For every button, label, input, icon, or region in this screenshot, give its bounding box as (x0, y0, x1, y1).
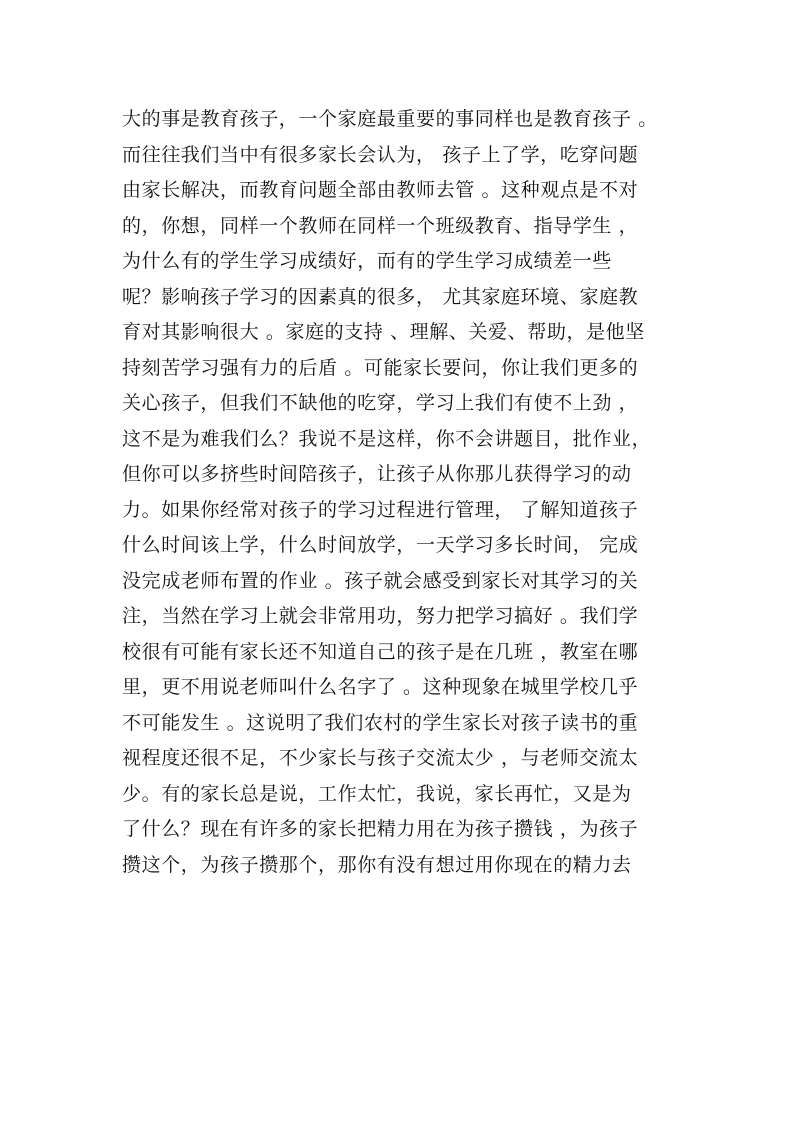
text-line: 攒这个，为孩子攒那个，那你有没有想过用你现在的精力去 (122, 853, 632, 876)
text-line: 育对其影响很大 。家庭的支持 、理解、关爱、帮助，是他坚 (122, 321, 645, 343)
text-line: 呢？影响孩子学习的因素真的很多， 尤其家庭环境、家庭教 (122, 285, 639, 308)
text-line: 关心孩子，但我们不缺他的吃穿，学习上我们有使不上劲 ， (122, 392, 639, 414)
text-line: 没完成老师布置的作业 。孩子就会感受到家长对其学习的关 (122, 569, 639, 592)
text-line: 校很有可能有家长还不知道自己的孩子是在几班 ，教室在哪 (122, 640, 639, 663)
text-line: 的，你想，同样一个教师在同样一个班级教育、指导学生 ， (122, 214, 639, 237)
text-line: 由家长解决，而教育问题全部由教师去管 。这种观点是不对 (122, 179, 639, 201)
text-line: 什么时间该上学，什么时间放学，一天学习多长时间， 完成 (122, 534, 639, 556)
body-text (122, 102, 682, 883)
text-line: 不可能发生 。这说明了我们农村的学生家长对孩子读书的重 (122, 711, 639, 734)
text-line: 力。如果你经常对孩子的学习过程进行管理， 了解知道孩子 (122, 498, 639, 521)
text-line: 但你可以多挤些时间陪孩子，让孩子从你那儿获得学习的动 (122, 463, 632, 485)
text-line: 持刻苦学习强有力的后盾 。可能家长要问，你让我们更多的 (122, 356, 639, 379)
text-line: 为什么有的学生学习成绩好，而有的学生学习成绩差一些 (122, 250, 613, 272)
text-line: 视程度还很不足，不少家长与孩子交流太少 ，与老师交流太 (122, 747, 639, 769)
text-line: 大的事是教育孩子，一个家庭最重要的事同样也是教育孩子 。 (122, 108, 658, 130)
text-line: 这不是为难我们么？我说不是这样，你不会讲题目，批作业， (122, 427, 652, 450)
text-line: 了什么？现在有许多的家长把精力用在为孩子攒钱 ，为孩子 (122, 818, 639, 840)
text-line: 而往往我们当中有很多家长会认为， 孩子上了学，吃穿问题 (122, 143, 639, 166)
text-line: 里，更不用说老师叫什么名字了 。这种现象在城里学校几乎 (122, 676, 639, 698)
text-line: 少。有的家长总是说，工作太忙，我说，家长再忙，又是为 (122, 782, 632, 805)
text-line: 注，当然在学习上就会非常用功，努力把学习搞好 。我们学 (122, 605, 639, 627)
